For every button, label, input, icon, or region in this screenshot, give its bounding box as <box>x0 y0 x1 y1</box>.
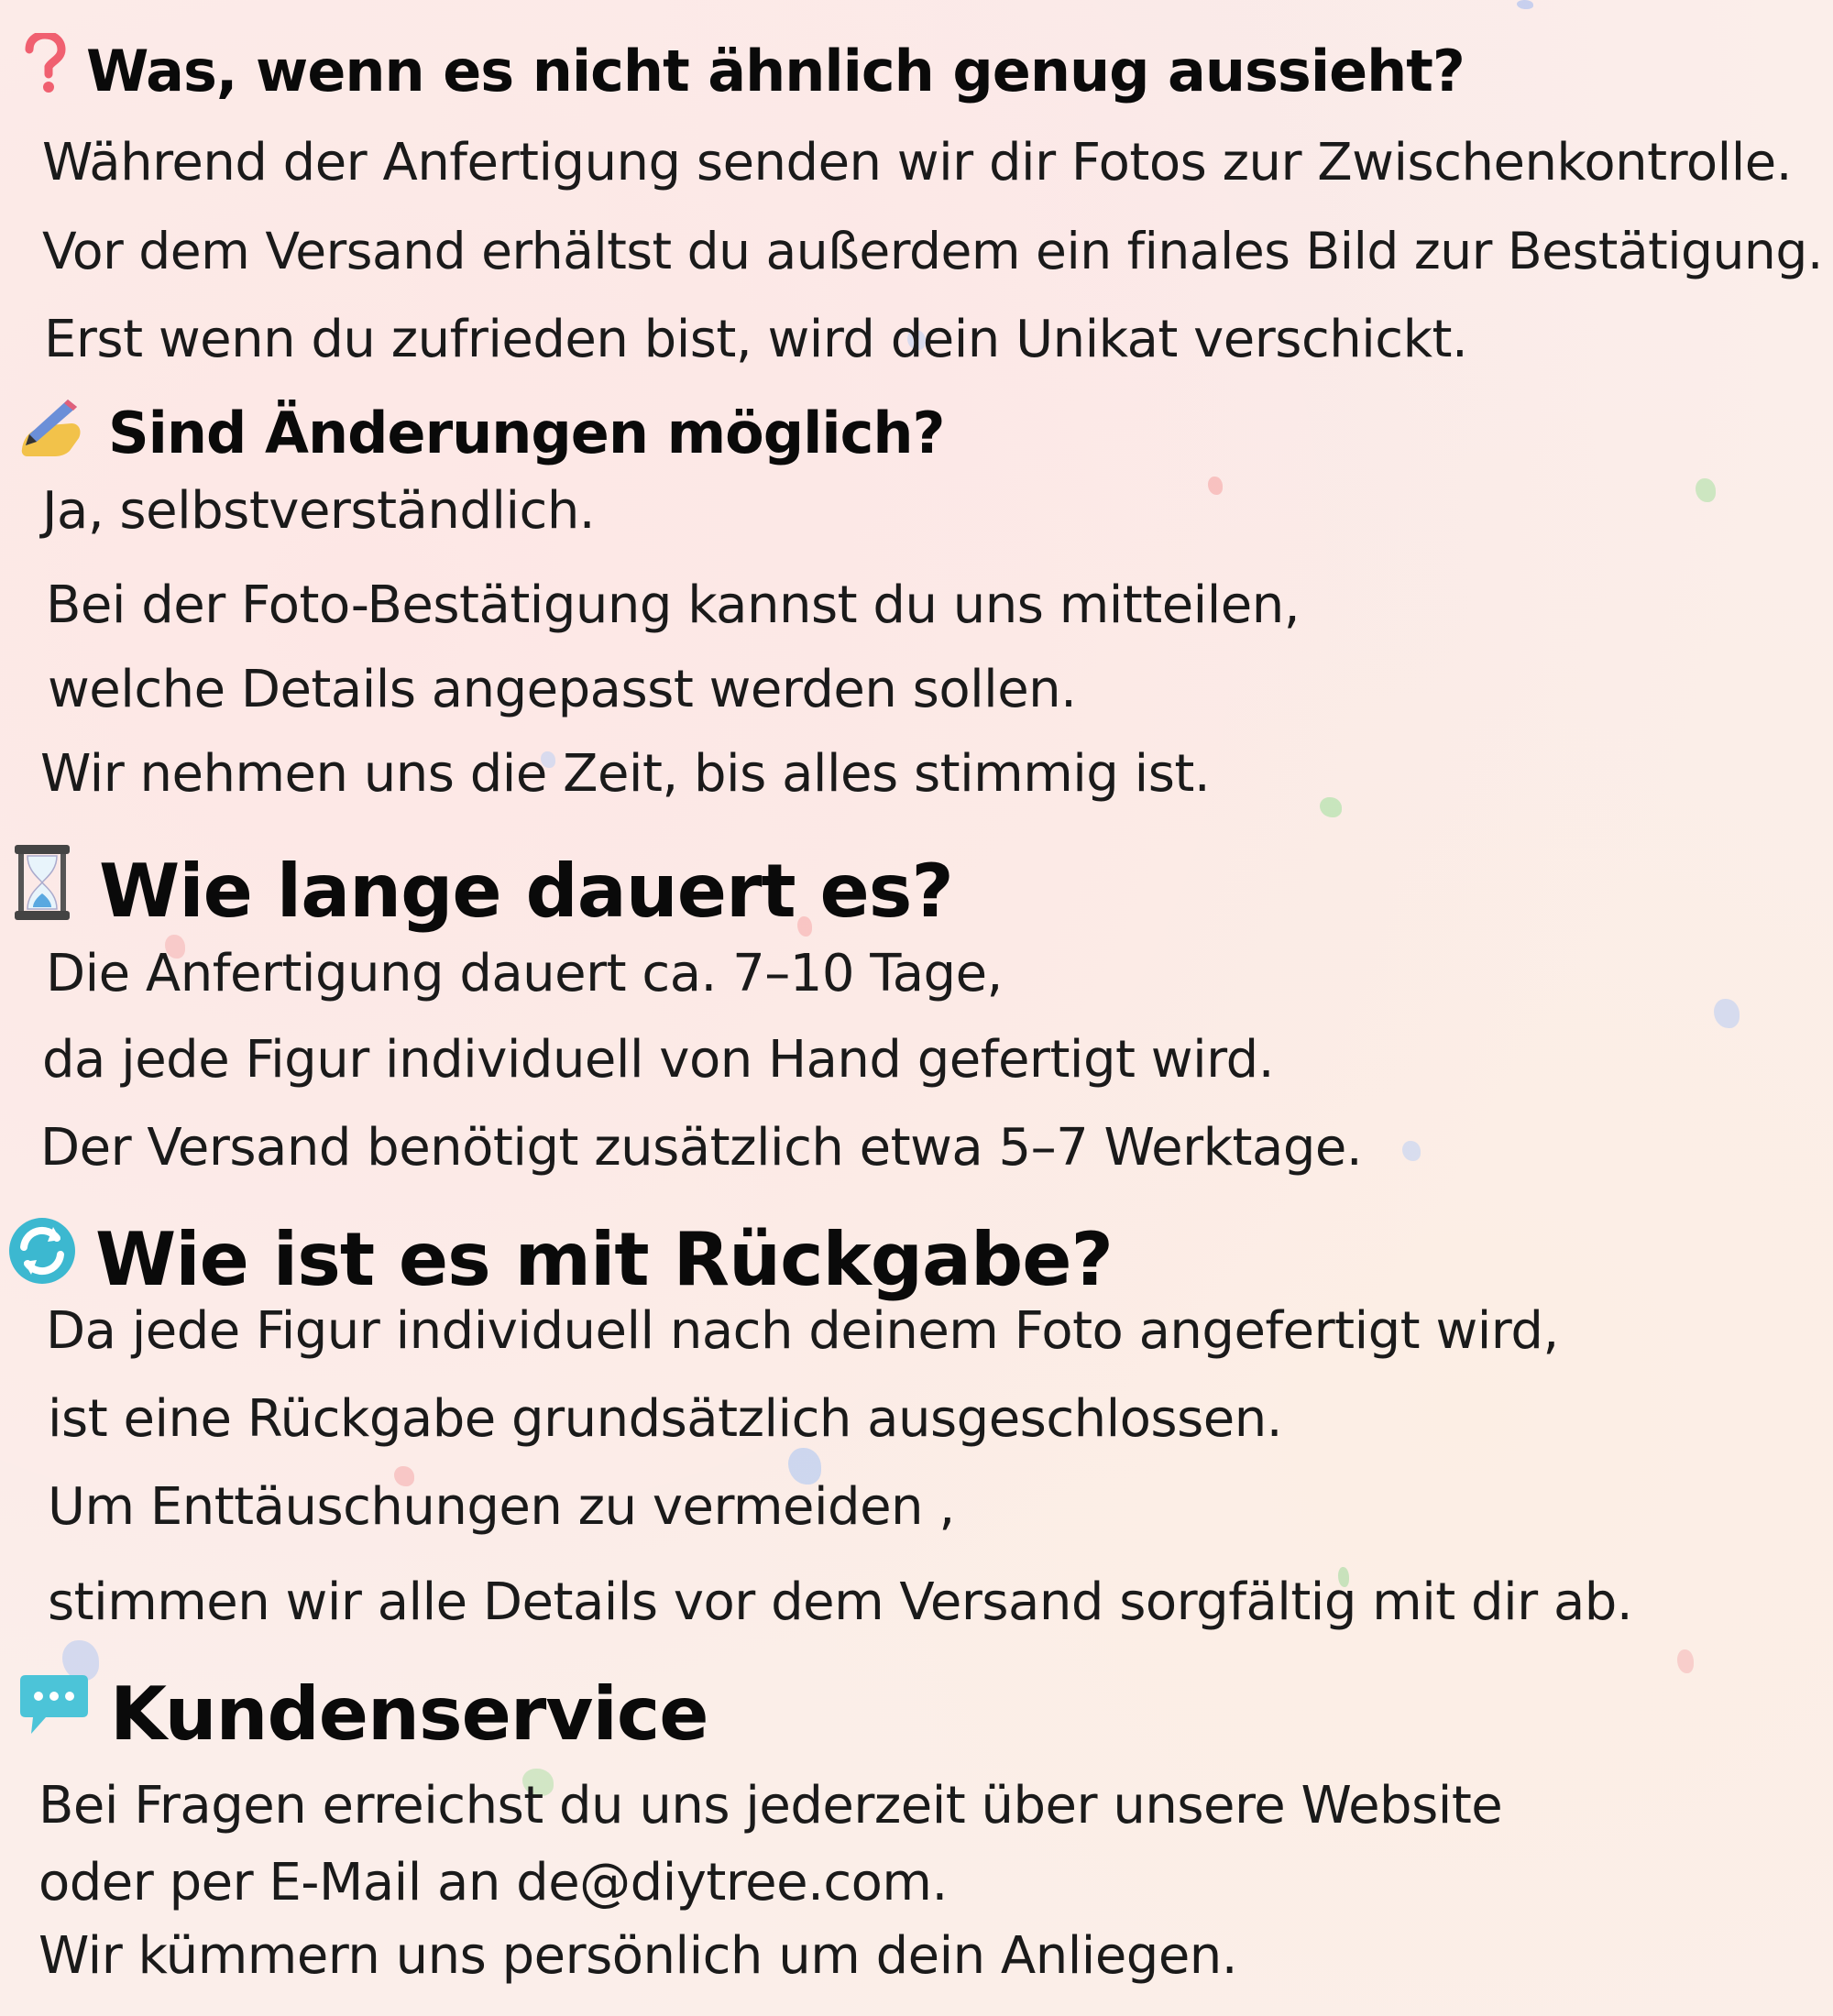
confetti-speck <box>1320 797 1342 817</box>
question-mark-icon <box>24 33 66 109</box>
section-heading-changes <box>15 394 945 472</box>
section-heading-duration <box>13 843 953 939</box>
writing-hand-icon <box>15 394 88 472</box>
section-heading-text: Was, wenn es nicht ähnlich genug aussieht? <box>86 38 1465 104</box>
section-heading-customer-service <box>18 1666 708 1757</box>
body-text-line: Erst wenn du zufrieden bist, wird dein Unikat verschickt. <box>44 310 1468 369</box>
section-heading-text: Wie ist es mit Rückgabe? <box>95 1216 1113 1302</box>
body-text-line: Bei der Foto-Bestätigung kannst du uns mitteilen, <box>46 575 1301 635</box>
body-text-line: Bei Fragen erreichst du uns jederzeit über unsere Website <box>38 1776 1503 1835</box>
confetti-speck <box>1517 0 1533 9</box>
body-text-line: Wir kümmern uns persönlich um dein Anliegen. <box>38 1926 1238 1986</box>
body-text-line: welche Details angepasst werden sollen. <box>48 660 1077 719</box>
body-text-line: Der Versand benötigt zusätzlich etwa 5–7 Werktage. <box>40 1118 1363 1178</box>
refresh-cycle-icon <box>7 1216 77 1303</box>
body-text-line: Die Anfertigung dauert ca. 7–10 Tage, <box>46 944 1003 1003</box>
hourglass-icon <box>13 843 71 939</box>
body-text-line: oder per E-Mail an de@diytree.com. <box>38 1853 948 1912</box>
section-heading-text: Sind Änderungen möglich? <box>108 400 945 466</box>
confetti-speck <box>1677 1649 1694 1673</box>
section-heading-similarity <box>24 33 1465 109</box>
confetti-speck <box>1208 477 1223 495</box>
section-heading-returns <box>7 1211 1113 1303</box>
body-text-line: stimmen wir alle Details vor dem Versand sorgfältig mit dir ab. <box>48 1572 1633 1632</box>
section-heading-text: Wie lange dauert es? <box>99 849 953 934</box>
confetti-speck <box>1714 999 1740 1028</box>
speech-bubble-icon <box>18 1671 90 1757</box>
body-text-line: ist eine Rückgabe grundsätzlich ausgeschlossen. <box>48 1389 1283 1449</box>
body-text-line: Während der Anfertigung senden wir dir Fotos zur Zwischenkontrolle. <box>42 133 1792 192</box>
body-text-line: da jede Figur individuell von Hand gefertigt wird. <box>42 1030 1275 1090</box>
section-heading-text: Kundenservice <box>110 1671 708 1757</box>
body-text-line: Wir nehmen uns die Zeit, bis alles stimmig ist. <box>40 744 1211 804</box>
body-text-line: Ja, selbstverständlich. <box>42 481 596 541</box>
confetti-speck <box>1696 478 1716 502</box>
body-text-line: Da jede Figur individuell nach deinem Foto angefertigt wird, <box>46 1301 1559 1361</box>
body-text-line: Um Enttäuschungen zu vermeiden , <box>48 1477 955 1537</box>
body-text-line: Vor dem Versand erhältst du außerdem ein finales Bild zur Bestätigung. <box>42 222 1823 280</box>
confetti-speck <box>1402 1141 1421 1161</box>
